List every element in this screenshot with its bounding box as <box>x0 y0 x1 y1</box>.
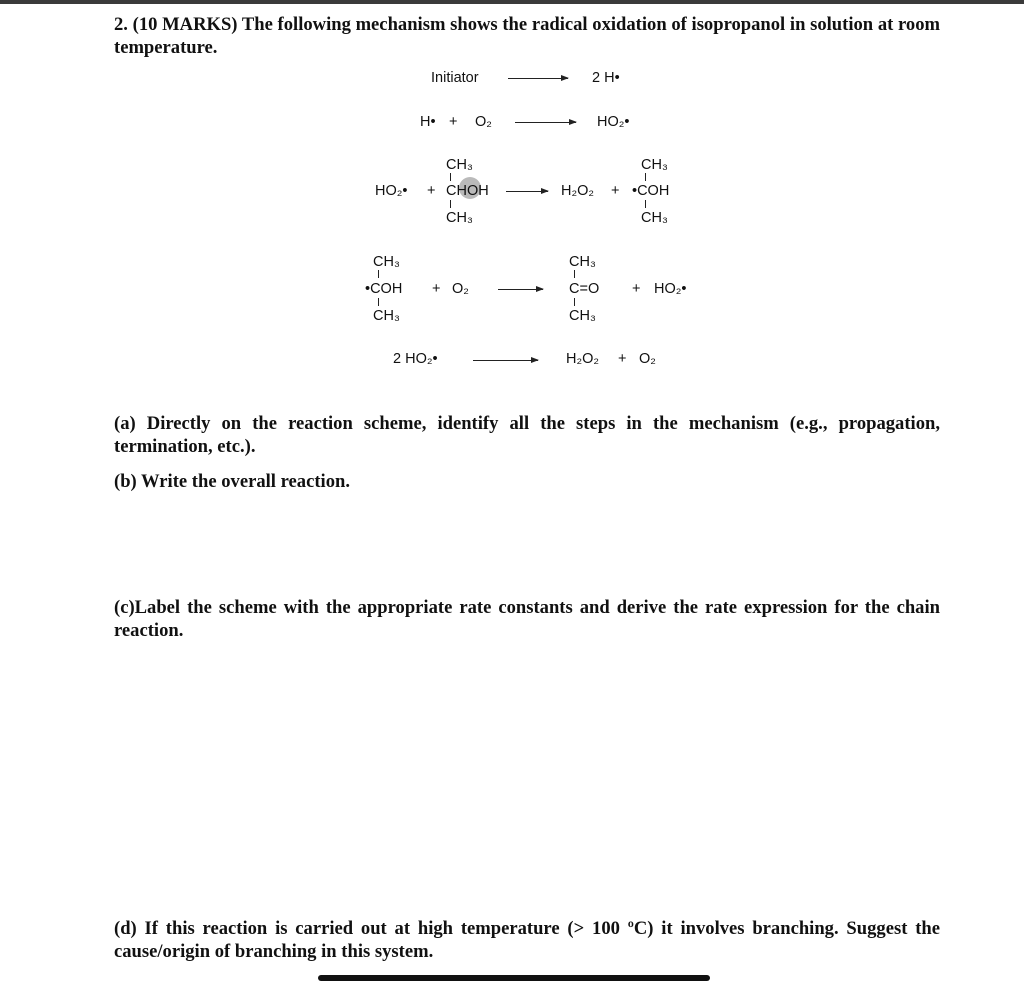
question-b: (b) Write the overall reaction. <box>114 471 350 492</box>
home-indicator[interactable] <box>318 975 710 981</box>
bond <box>378 270 379 278</box>
question-d: (d) If this reaction is carried out at high temperature (> 100 ºC) it involves branching. Suggest the cause/origin of branching in this system. <box>114 918 940 962</box>
methyl: CH₃ <box>569 254 596 270</box>
methyl: CH₃ <box>641 210 668 226</box>
product: 2 H• <box>592 70 620 86</box>
product: HO₂• <box>597 114 630 130</box>
bond <box>574 270 575 278</box>
bond <box>574 298 575 306</box>
question-c: (c)Label the scheme with the appropriate rate constants and derive the rate expression for the chain reaction. <box>114 597 940 641</box>
question-intro: 2. (10 MARKS) The following mechanism shows the radical oxidation of isopropanol in solution at room temperature. <box>114 14 940 58</box>
methyl: CH₃ <box>446 210 473 226</box>
bond <box>450 173 451 181</box>
product: H₂O₂ <box>566 351 600 367</box>
radical-center: •COH <box>632 183 670 199</box>
arrow-icon <box>498 289 543 290</box>
question-a: (a) Directly on the reaction scheme, identify all the steps in the mechanism (e.g., propagation, termination, etc.). <box>114 413 940 457</box>
plus: + <box>618 351 627 367</box>
plus: + <box>611 183 620 199</box>
reactant: O₂ <box>475 114 492 130</box>
product: H₂O₂ <box>561 183 595 199</box>
reactant: 2 HO₂• <box>393 351 438 367</box>
methyl: CH₃ <box>641 157 668 173</box>
isopropanol-center: CHOH <box>446 183 489 199</box>
radical-center: •COH <box>365 281 403 297</box>
bond <box>645 200 646 208</box>
plus: + <box>432 281 441 297</box>
product: O₂ <box>639 351 656 367</box>
reactant: HO₂• <box>375 183 408 199</box>
acetone-center: C=O <box>569 281 600 297</box>
initiator: Initiator <box>431 70 479 86</box>
methyl: CH₃ <box>373 308 400 324</box>
methyl: CH₃ <box>569 308 596 324</box>
plus: + <box>449 114 458 130</box>
arrow-icon <box>506 191 548 192</box>
arrow-icon <box>515 122 576 123</box>
bond <box>378 298 379 306</box>
top-bar <box>0 0 1024 4</box>
plus: + <box>632 281 641 297</box>
methyl: CH₃ <box>446 157 473 173</box>
reactant: H• <box>420 114 436 130</box>
arrow-icon <box>508 78 568 79</box>
reactant: O₂ <box>452 281 469 297</box>
plus: + <box>427 183 436 199</box>
product: HO₂• <box>654 281 687 297</box>
bond <box>645 173 646 181</box>
arrow-icon <box>473 360 538 361</box>
methyl: CH₃ <box>373 254 400 270</box>
bond <box>450 200 451 208</box>
